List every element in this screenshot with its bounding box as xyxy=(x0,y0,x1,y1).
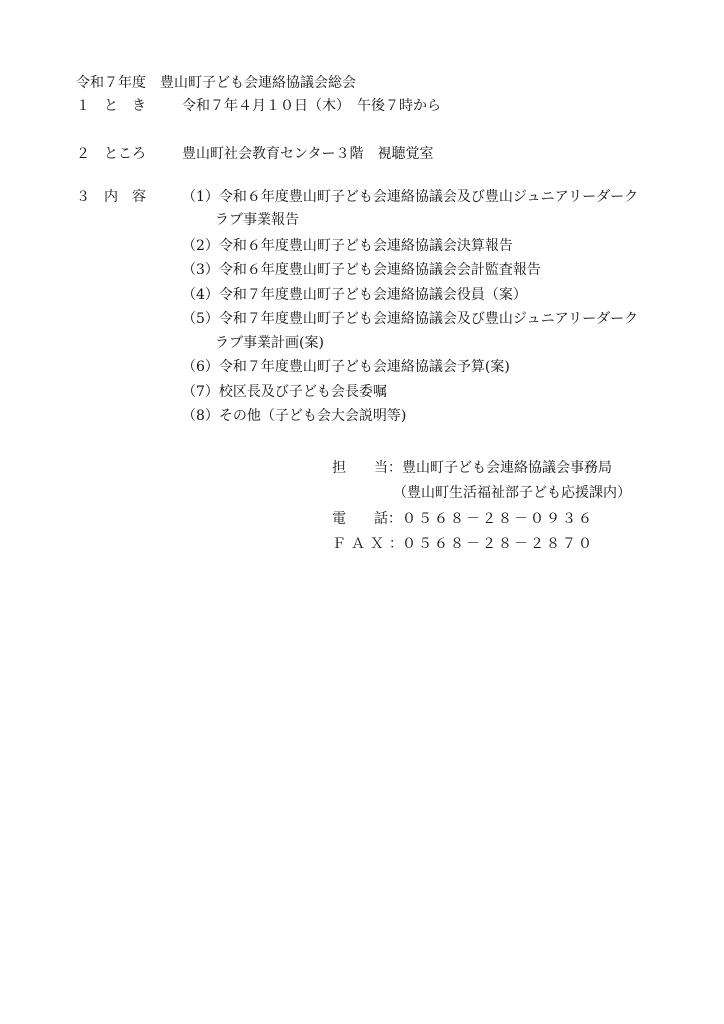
where-value: 豊山町社会教育センター３階 視聴覚室 xyxy=(182,146,434,162)
agenda-item-5 xyxy=(182,310,638,328)
agenda-item-number: （7） xyxy=(182,384,219,400)
agenda-item-text: 令和７年度豊山町子ども会連絡協議会役員（案） xyxy=(218,287,527,303)
agenda-item-6 xyxy=(182,358,510,376)
agenda-item-number: （8） xyxy=(182,408,219,424)
agenda-item-4 xyxy=(182,286,527,304)
agenda-item-text: その他（子ども会大会説明等) xyxy=(218,408,407,424)
content-label: ３ 内 容 xyxy=(76,189,146,205)
contact-fax-label: ＦＡＸ： xyxy=(332,536,408,552)
contact-department: （豊山町生活福祉部子ども応援課内） xyxy=(393,485,631,501)
agenda-item-number: （3） xyxy=(182,262,219,278)
contact-phone-label: 電 話： xyxy=(332,511,402,527)
agenda-item-7 xyxy=(182,383,387,401)
contact-person-label: 担 当： xyxy=(332,460,402,476)
agenda-item-number: （5） xyxy=(182,311,219,327)
agenda-item-number: （4） xyxy=(182,287,219,303)
agenda-item-1 xyxy=(182,188,638,206)
agenda-item-text: 令和７年度豊山町子ども会連絡協議会及び豊山ジュニアリーダーク xyxy=(218,311,639,327)
where-label: ２ ところ xyxy=(76,146,146,162)
agenda-item-2 xyxy=(182,237,513,255)
agenda-item-8 xyxy=(182,407,406,425)
document-title: 令和７年度 豊山町子ども会連絡協議会総会 xyxy=(76,75,356,91)
agenda-item-1-continuation: ラブ事業報告 xyxy=(215,212,299,228)
agenda-item-text: 令和６年度豊山町子ども会連絡協議会会計監査報告 xyxy=(218,262,541,278)
contact-person-value: 豊山町子ども会連絡協議会事務局 xyxy=(402,460,612,476)
agenda-item-text: 校区長及び子ども会長委嘱 xyxy=(218,384,387,400)
contact-fax-value: ０５６８－２８－２８７０ xyxy=(402,536,594,552)
agenda-item-number: （6） xyxy=(182,359,219,375)
when-value: 令和７年４月１０日（木） 午後７時から xyxy=(182,98,441,114)
agenda-item-text: 令和６年度豊山町子ども会連絡協議会及び豊山ジュニアリーダーク xyxy=(218,189,639,205)
agenda-item-text: 令和６年度豊山町子ども会連絡協議会決算報告 xyxy=(218,238,513,254)
agenda-item-text: 令和７年度豊山町子ども会連絡協議会予算(案) xyxy=(218,359,510,375)
agenda-item-number: （1） xyxy=(182,189,219,205)
agenda-item-5-continuation: ラブ事業計画(案) xyxy=(215,335,324,351)
agenda-item-number: （2） xyxy=(182,238,219,254)
when-label: １ と き xyxy=(76,98,146,114)
contact-phone-value: ０５６８－２８－０９３６ xyxy=(402,511,594,527)
agenda-item-3 xyxy=(182,261,541,279)
